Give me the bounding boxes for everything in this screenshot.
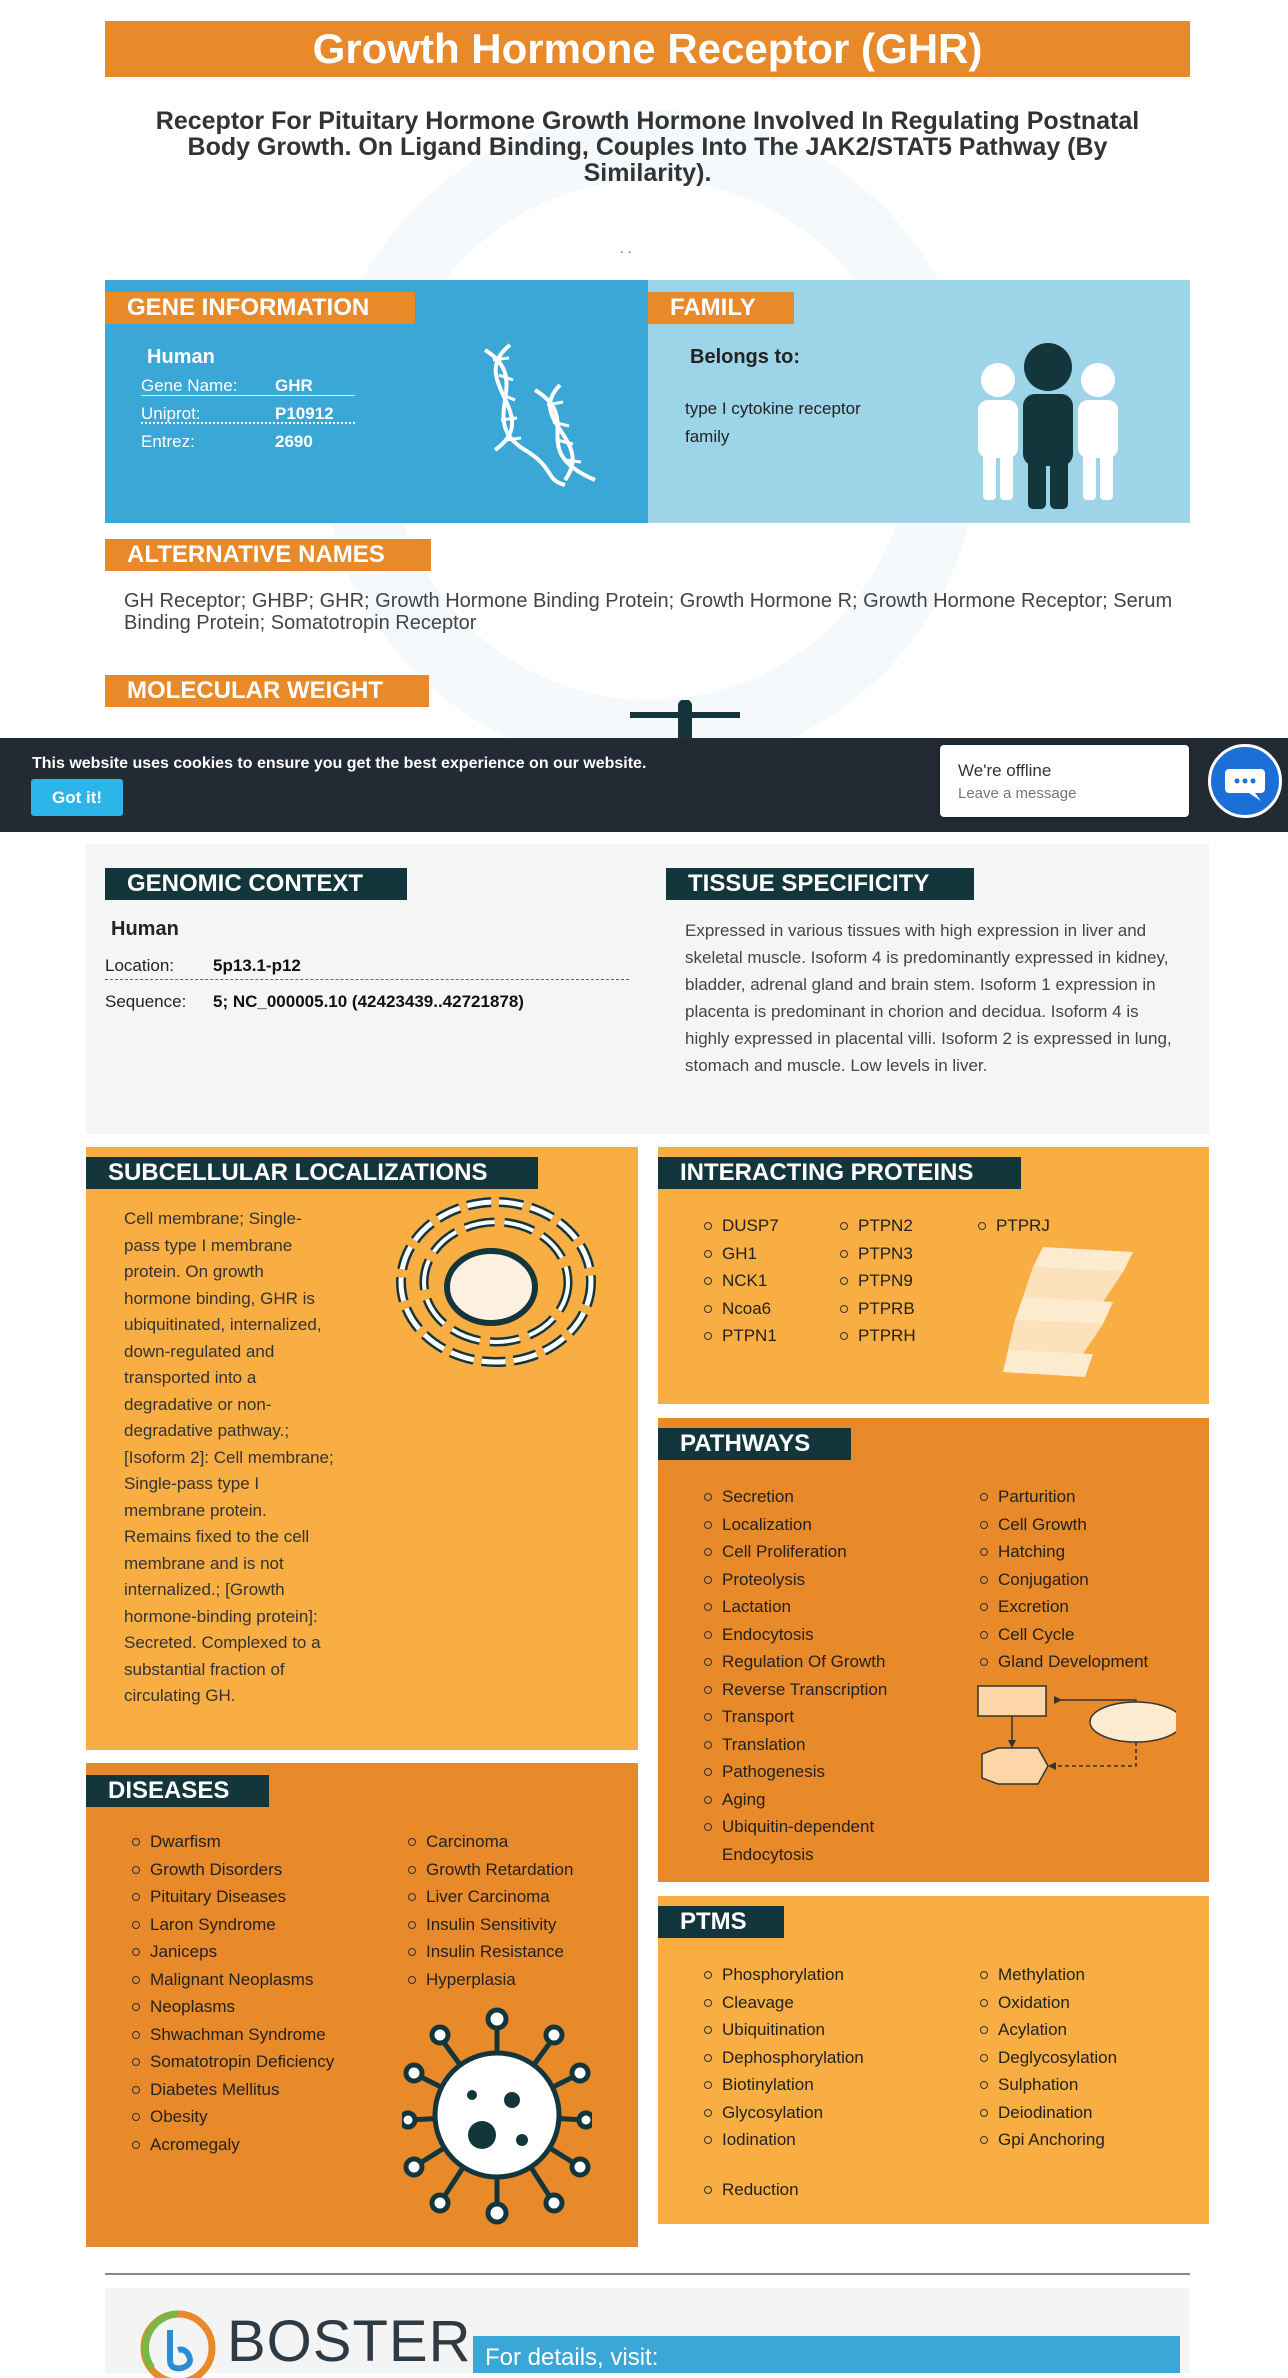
disease-item: Insulin Sensitivity — [406, 1911, 626, 1939]
ptm-item: Dephosphorylation — [702, 2044, 942, 2072]
footer-details-box[interactable] — [473, 2336, 1180, 2373]
chat-status: We're offline — [958, 761, 1052, 780]
disease-item: Diabetes Mellitus — [130, 2076, 360, 2104]
disease-item: Acromegaly — [130, 2131, 360, 2159]
protein-item[interactable]: PTPN3 — [838, 1240, 916, 1268]
ptm-item: Sulphation — [978, 2071, 1198, 2099]
disease-item: Obesity — [130, 2103, 360, 2131]
protein-item[interactable]: PTPRB — [838, 1295, 916, 1323]
footer-details-text: For details, visit: — [485, 2344, 659, 2371]
pathway-item: Aging — [702, 1786, 942, 1814]
pathway-item: Excretion — [978, 1593, 1198, 1621]
chat-prompt: Leave a message — [958, 785, 1077, 802]
ptm-item: Reduction — [702, 2176, 942, 2204]
ptm-item: Deiodination — [978, 2099, 1198, 2127]
pathway-item: Conjugation — [978, 1566, 1198, 1594]
pathway-item: Gland Development — [978, 1648, 1198, 1676]
chat-widget[interactable] — [940, 745, 1189, 817]
protein-item[interactable]: PTPN9 — [838, 1267, 916, 1295]
footer-brand[interactable]: BOSTER — [227, 2309, 472, 2374]
pathway-item: Regulation Of Growth — [702, 1648, 942, 1676]
family-heading: FAMILY — [648, 292, 794, 324]
virus-icon — [402, 2005, 592, 2225]
disease-item: Dwarfism — [130, 1828, 360, 1856]
entrez-value[interactable]: 2690 — [275, 432, 313, 451]
ptms-list-2 — [978, 1961, 1198, 2154]
pathway-item: Proteolysis — [702, 1566, 942, 1594]
disease-item: Neoplasms — [130, 1993, 360, 2021]
disease-item: Growth Disorders — [130, 1856, 360, 1884]
disease-item: Pituitary Diseases — [130, 1883, 360, 1911]
dna-icon — [465, 340, 615, 490]
diseases-list-2 — [406, 1828, 626, 1993]
scale-icon — [620, 700, 750, 740]
tissue-specificity-heading: TISSUE SPECIFICITY — [666, 868, 974, 900]
chat-bubble-icon — [1211, 747, 1279, 815]
gene-name-row — [141, 376, 355, 396]
disease-item: Carcinoma — [406, 1828, 626, 1856]
disease-item: Somatotropin Deficiency — [130, 2048, 360, 2076]
pathway-item: Transport — [702, 1703, 942, 1731]
gene-information-panel — [105, 280, 648, 523]
boster-logo-icon — [138, 2308, 218, 2378]
diseases-panel — [86, 1763, 638, 2247]
pathways-list-1 — [702, 1483, 942, 1868]
ptm-item: Ubiquitination — [702, 2016, 942, 2044]
pathway-item: Localization — [702, 1511, 942, 1539]
pathway-item: Reverse Transcription — [702, 1676, 942, 1704]
interacting-list-2 — [838, 1212, 916, 1350]
ptms-panel — [658, 1896, 1209, 2224]
pathway-item: Hatching — [978, 1538, 1198, 1566]
pathway-item: Secretion — [702, 1483, 942, 1511]
uniprot-label: Uniprot: — [141, 404, 201, 423]
family-panel — [648, 280, 1190, 523]
genomic-tissue-panel — [86, 844, 1209, 1134]
gene-species: Human — [147, 346, 215, 368]
footer — [105, 2288, 1190, 2373]
subcellular-panel — [86, 1147, 638, 1750]
alternative-names-text: GH Receptor; GHBP; GHR; Growth Hormone Binding Protein; Growth Hormone R; Growth Hormone Receptor; Serum Binding Protein; Somatotropin Receptor — [124, 590, 1173, 634]
page-title: Growth Hormone Receptor (GHR) — [105, 21, 1190, 77]
disease-item: Janiceps — [130, 1938, 360, 1966]
ptm-item: Methylation — [978, 1961, 1198, 1989]
pathway-item: Ubiquitin-dependent Endocytosis — [702, 1813, 882, 1868]
protein-item[interactable]: NCK1 — [702, 1267, 779, 1295]
sequence-value: 5; NC_000005.10 (42423439..42721878) — [213, 992, 524, 1011]
people-icon — [968, 342, 1128, 510]
disease-item: Malignant Neoplasms — [130, 1966, 360, 1994]
family-text: type I cytokine receptor family — [685, 399, 861, 446]
chat-open-button[interactable] — [1208, 744, 1282, 818]
location-row — [105, 956, 629, 980]
protein-item[interactable]: GH1 — [702, 1240, 779, 1268]
cell-organelle-icon — [391, 1187, 601, 1377]
diseases-list-1 — [130, 1828, 360, 2158]
pathways-panel — [658, 1418, 1209, 1882]
ptm-item: Glycosylation — [702, 2099, 942, 2127]
protein-item[interactable]: PTPN2 — [838, 1212, 916, 1240]
cookie-accept-button[interactable]: Got it! — [31, 779, 123, 816]
ptm-item: Iodination — [702, 2126, 942, 2154]
pathway-item: Cell Growth — [978, 1511, 1198, 1539]
disease-item: Laron Syndrome — [130, 1911, 360, 1939]
interacting-proteins-heading: INTERACTING PROTEINS — [658, 1157, 1021, 1189]
ptm-item: Phosphorylation — [702, 1961, 942, 1989]
pathway-item: Parturition — [978, 1483, 1198, 1511]
molecular-weight-heading: MOLECULAR WEIGHT — [105, 675, 429, 707]
gene-name-label: Gene Name: — [141, 376, 238, 395]
alternative-names-heading: ALTERNATIVE NAMES — [105, 539, 431, 571]
protein-item[interactable]: PTPRJ — [976, 1212, 1050, 1240]
page-subtitle: Receptor For Pituitary Hormone Growth Hormone Involved In Regulating Postnatal Body Growth. On Ligand Binding, Couples Into The JAK2/STAT5 Pathway (By Similarity). — [155, 107, 1140, 187]
ptms-list-1 — [702, 1961, 942, 2154]
entrez-row — [141, 432, 355, 452]
protein-item[interactable]: PTPN1 — [702, 1322, 779, 1350]
entrez-label: Entrez: — [141, 432, 195, 451]
uniprot-row — [141, 404, 355, 424]
cookie-banner — [0, 738, 1288, 832]
protein-item[interactable]: Ncoa6 — [702, 1295, 779, 1323]
location-label: Location: — [105, 956, 174, 975]
location-value: 5p13.1-p12 — [213, 956, 301, 975]
disease-item: Growth Retardation — [406, 1856, 626, 1884]
gene-name-value: GHR — [275, 376, 313, 395]
pathway-item: Pathogenesis — [702, 1758, 942, 1786]
footer-divider — [105, 2273, 1190, 2275]
genomic-context-heading: GENOMIC CONTEXT — [105, 868, 407, 900]
pathway-item: Cell Proliferation — [702, 1538, 942, 1566]
ptm-item: Cleavage — [702, 1989, 942, 2017]
subcellular-text: Cell membrane; Single-pass type I membrane protein. On growth hormone binding, GHR is ubiquitinated, internalized, down-regulated and transported into a degradative or non-degradative pathway.; [Isoform 2]: Cell membrane; Single-pass type I membrane protein. Remains fixed to the cell membrane and is not internalized.; [Growth hormone-binding protein]: Secreted. Complexed to a substantial fraction of circulating GH. — [124, 1209, 334, 1705]
pathway-item: Endocytosis — [702, 1621, 942, 1649]
ptm-item: Acylation — [978, 2016, 1198, 2044]
genomic-species: Human — [111, 918, 179, 940]
pathway-item: Lactation — [702, 1593, 942, 1621]
pathway-item: Translation — [702, 1731, 942, 1759]
subcellular-heading: SUBCELLULAR LOCALIZATIONS — [86, 1157, 538, 1189]
disease-item: Shwachman Syndrome — [130, 2021, 360, 2049]
ptms-heading: PTMS — [658, 1906, 784, 1938]
ptm-item: Deglycosylation — [978, 2044, 1198, 2072]
disease-item: Insulin Resistance — [406, 1938, 626, 1966]
gene-information-heading: GENE INFORMATION — [105, 292, 415, 324]
protein-item[interactable]: DUSP7 — [702, 1212, 779, 1240]
cookie-message: This website uses cookies to ensure you get the best experience on our website. — [32, 755, 647, 772]
interacting-list-3 — [976, 1212, 1050, 1240]
pathways-heading: PATHWAYS — [658, 1428, 851, 1460]
protein-item[interactable]: PTPRH — [838, 1322, 916, 1350]
ptm-item: Oxidation — [978, 1989, 1198, 2017]
diseases-heading: DISEASES — [86, 1775, 269, 1807]
interacting-list-1 — [702, 1212, 779, 1350]
ptm-item: Gpi Anchoring — [978, 2126, 1198, 2154]
pathways-list-2 — [978, 1483, 1198, 1676]
pathway-diagram-icon — [976, 1680, 1176, 1790]
pathway-item: Cell Cycle — [978, 1621, 1198, 1649]
family-belongs-label: Belongs to: — [690, 346, 800, 368]
ptms-list-extra — [702, 2176, 942, 2204]
disease-item: Liver Carcinoma — [406, 1883, 626, 1911]
protein-helix-icon — [1003, 1242, 1143, 1392]
dots-divider: . . — [620, 240, 632, 256]
interacting-proteins-panel — [658, 1147, 1209, 1404]
ptm-item: Biotinylation — [702, 2071, 942, 2099]
tissue-specificity-text: Expressed in various tissues with high expression in liver and skeletal muscle. Isoform 4 is predominantly expressed in kidney, bladder, adrenal gland and brain stem. Isoform 1 expression in placenta is predominant in chorion and decidua. Isoform 4 is highly expressed in placental villi. Isoform 2 is expressed in lung, stomach and muscle. Low levels in liver. — [685, 921, 1172, 1075]
sequence-label: Sequence: — [105, 992, 187, 1011]
uniprot-value[interactable]: P10912 — [275, 404, 334, 423]
disease-item: Hyperplasia — [406, 1966, 626, 1994]
